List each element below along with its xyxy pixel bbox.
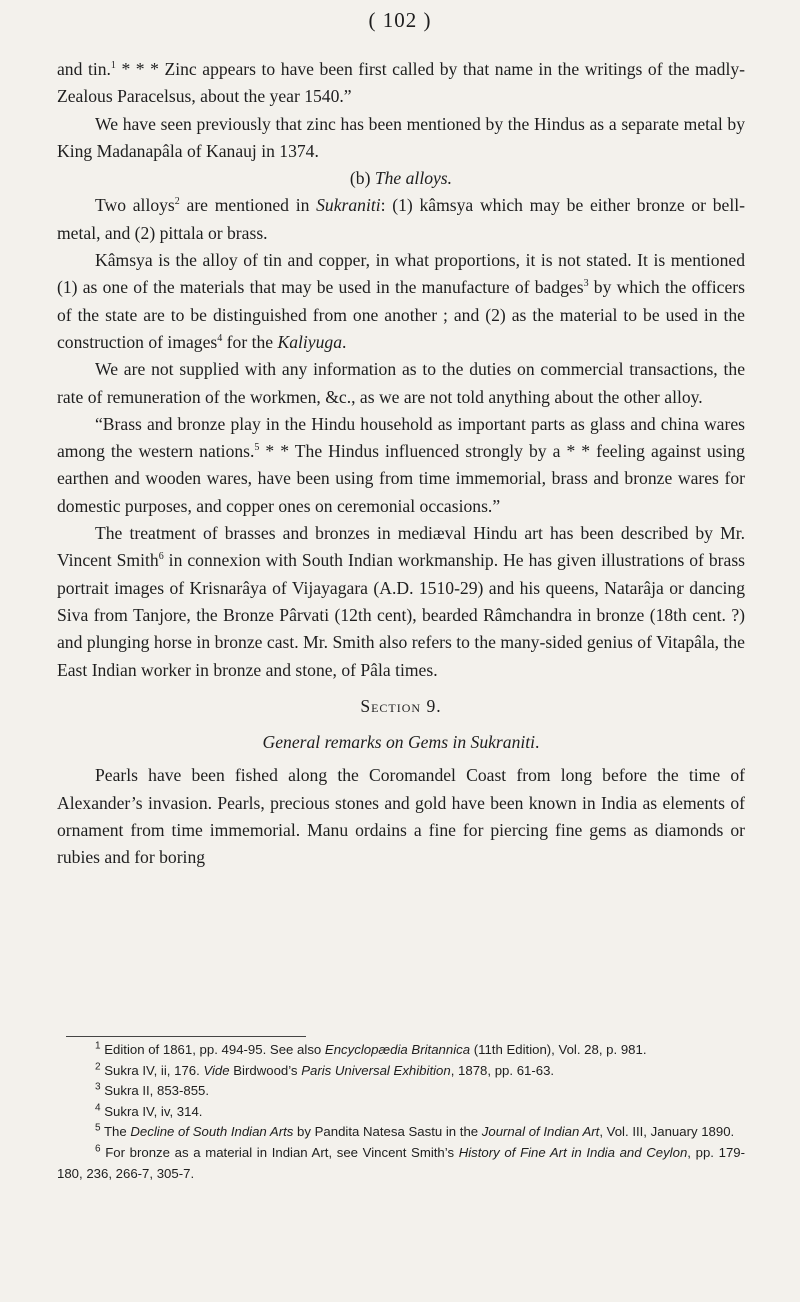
footnote-ref-6: 6 (158, 551, 164, 563)
paragraph-5: We are not supplied with any information as to the duties on commercial transactions, the rate of remuneration of the workmen, &c., as we are not told anything about the other alloy. (57, 359, 745, 407)
paragraph-7: The treatment of brasses and bronzes in mediæval Hindu art has been described by Mr. Vincent Smith$^6$ in connexion with South Indian workmanship. He has given illustrations of brass portrait images of Krisnarâya of Vijayagara (A.D. 1510-29) and his queens, Natarâja or dancing Siva from Tanjore, the Bronze Pârvati (12th cent), bearded Râmchandra in bronze (18th cent. ?) and plunging horse in bronze cast. Mr. Smith also refers to the many-sided genius of Vitapâla, the East Indian worker in bronze and stone, of Pâla times. (57, 523, 746, 680)
footnote-5: $^5$ The Decline of South Indian Arts by Pandita Natesa Sastu in the Journal of Indian Art, Vol. III, January 1890. (95, 1122, 735, 1140)
footnote-rule (66, 1036, 306, 1037)
paragraph-2: We have seen previously that zinc has been mentioned by the Hindus as a separate metal by King Madanapâla of Kanauj in 1374. (57, 113, 745, 161)
section-title: General remarks on Gems in Sukraniti. (262, 732, 540, 753)
footnote-ref-5: 5 (254, 442, 260, 454)
footnotes (57, 1040, 745, 1184)
page-number: ( 102 ) (368, 8, 432, 32)
footnote-ref-2: 2 (174, 196, 180, 208)
footnote-ref-1: 1 (110, 60, 116, 72)
paragraph-1: and tin.$^1$ * * * Zinc appears to have been first called by that name in the writings of the madly-Zealous Paracelsus, about the year 1540.” (57, 59, 745, 107)
footnote-ref-3: 3 (583, 278, 589, 290)
footnote-3: $^3$ Sukra II, 853-855. (95, 1081, 210, 1099)
footnote-4: $^4$ Sukra IV, iv, 314. (95, 1102, 203, 1119)
footnote-2: $^2$ Sukra IV, ii, 176. Vide Birdwood’s Paris Universal Exhibition, 1878, pp. 61-63. (95, 1061, 555, 1078)
footnote-ref-4: 4 (217, 333, 223, 345)
subheading-alloys: (b) The alloys. (349, 168, 453, 189)
paragraph-3: Two alloys$^2$ are mentioned in Sukraniti: (1) kâmsya which may be either bronze or bell-metal, and (2) pittala or brass. (57, 195, 745, 243)
section-heading: Section 9. (360, 695, 442, 716)
main-text (57, 56, 745, 872)
paragraph-8: Pearls have been fished along the Coromandel Coast from long before the time of Alexander’s invasion. Pearls, precious stones and gold have been known in India as elements of ornament from time immemorial. Manu ordains a fine for piercing fine gems as diamonds or rubies and for boring (57, 765, 745, 868)
footnote-1: $^1$ Edition of 1861, pp. 494-95. See also Encyclopædia Britannica (11th Edition), Vol. 28, p. 981. (95, 1040, 647, 1057)
footnote-6: $^6$ For bronze as a material in Indian Art, see Vincent Smith’s History of Fine Art in India and Ceylon, pp. 179-180, 236, 266-7, 305-7. (57, 1143, 746, 1181)
paragraph-6: “Brass and bronze play in the Hindu household as important parts as glass and china wares among the western nations.$^5$ * * The Hindus influenced strongly by a * * feeling against using earthen and wooden wares, have been using from time immemorial, brass and bronze wares for domestic purposes, and copper ones on ceremonial occasions.” (57, 413, 745, 516)
paragraph-4: Kâmsya is the alloy of tin and copper, in what proportions, it is not stated. It is mentioned (1) as one of the materials that may be used in the manufacture of badges$^3$ by which the officers of the state are to be distinguished from one another ; and (2) as the material to be used in the construction of images$^4$ for the Kaliyuga. (57, 250, 745, 352)
